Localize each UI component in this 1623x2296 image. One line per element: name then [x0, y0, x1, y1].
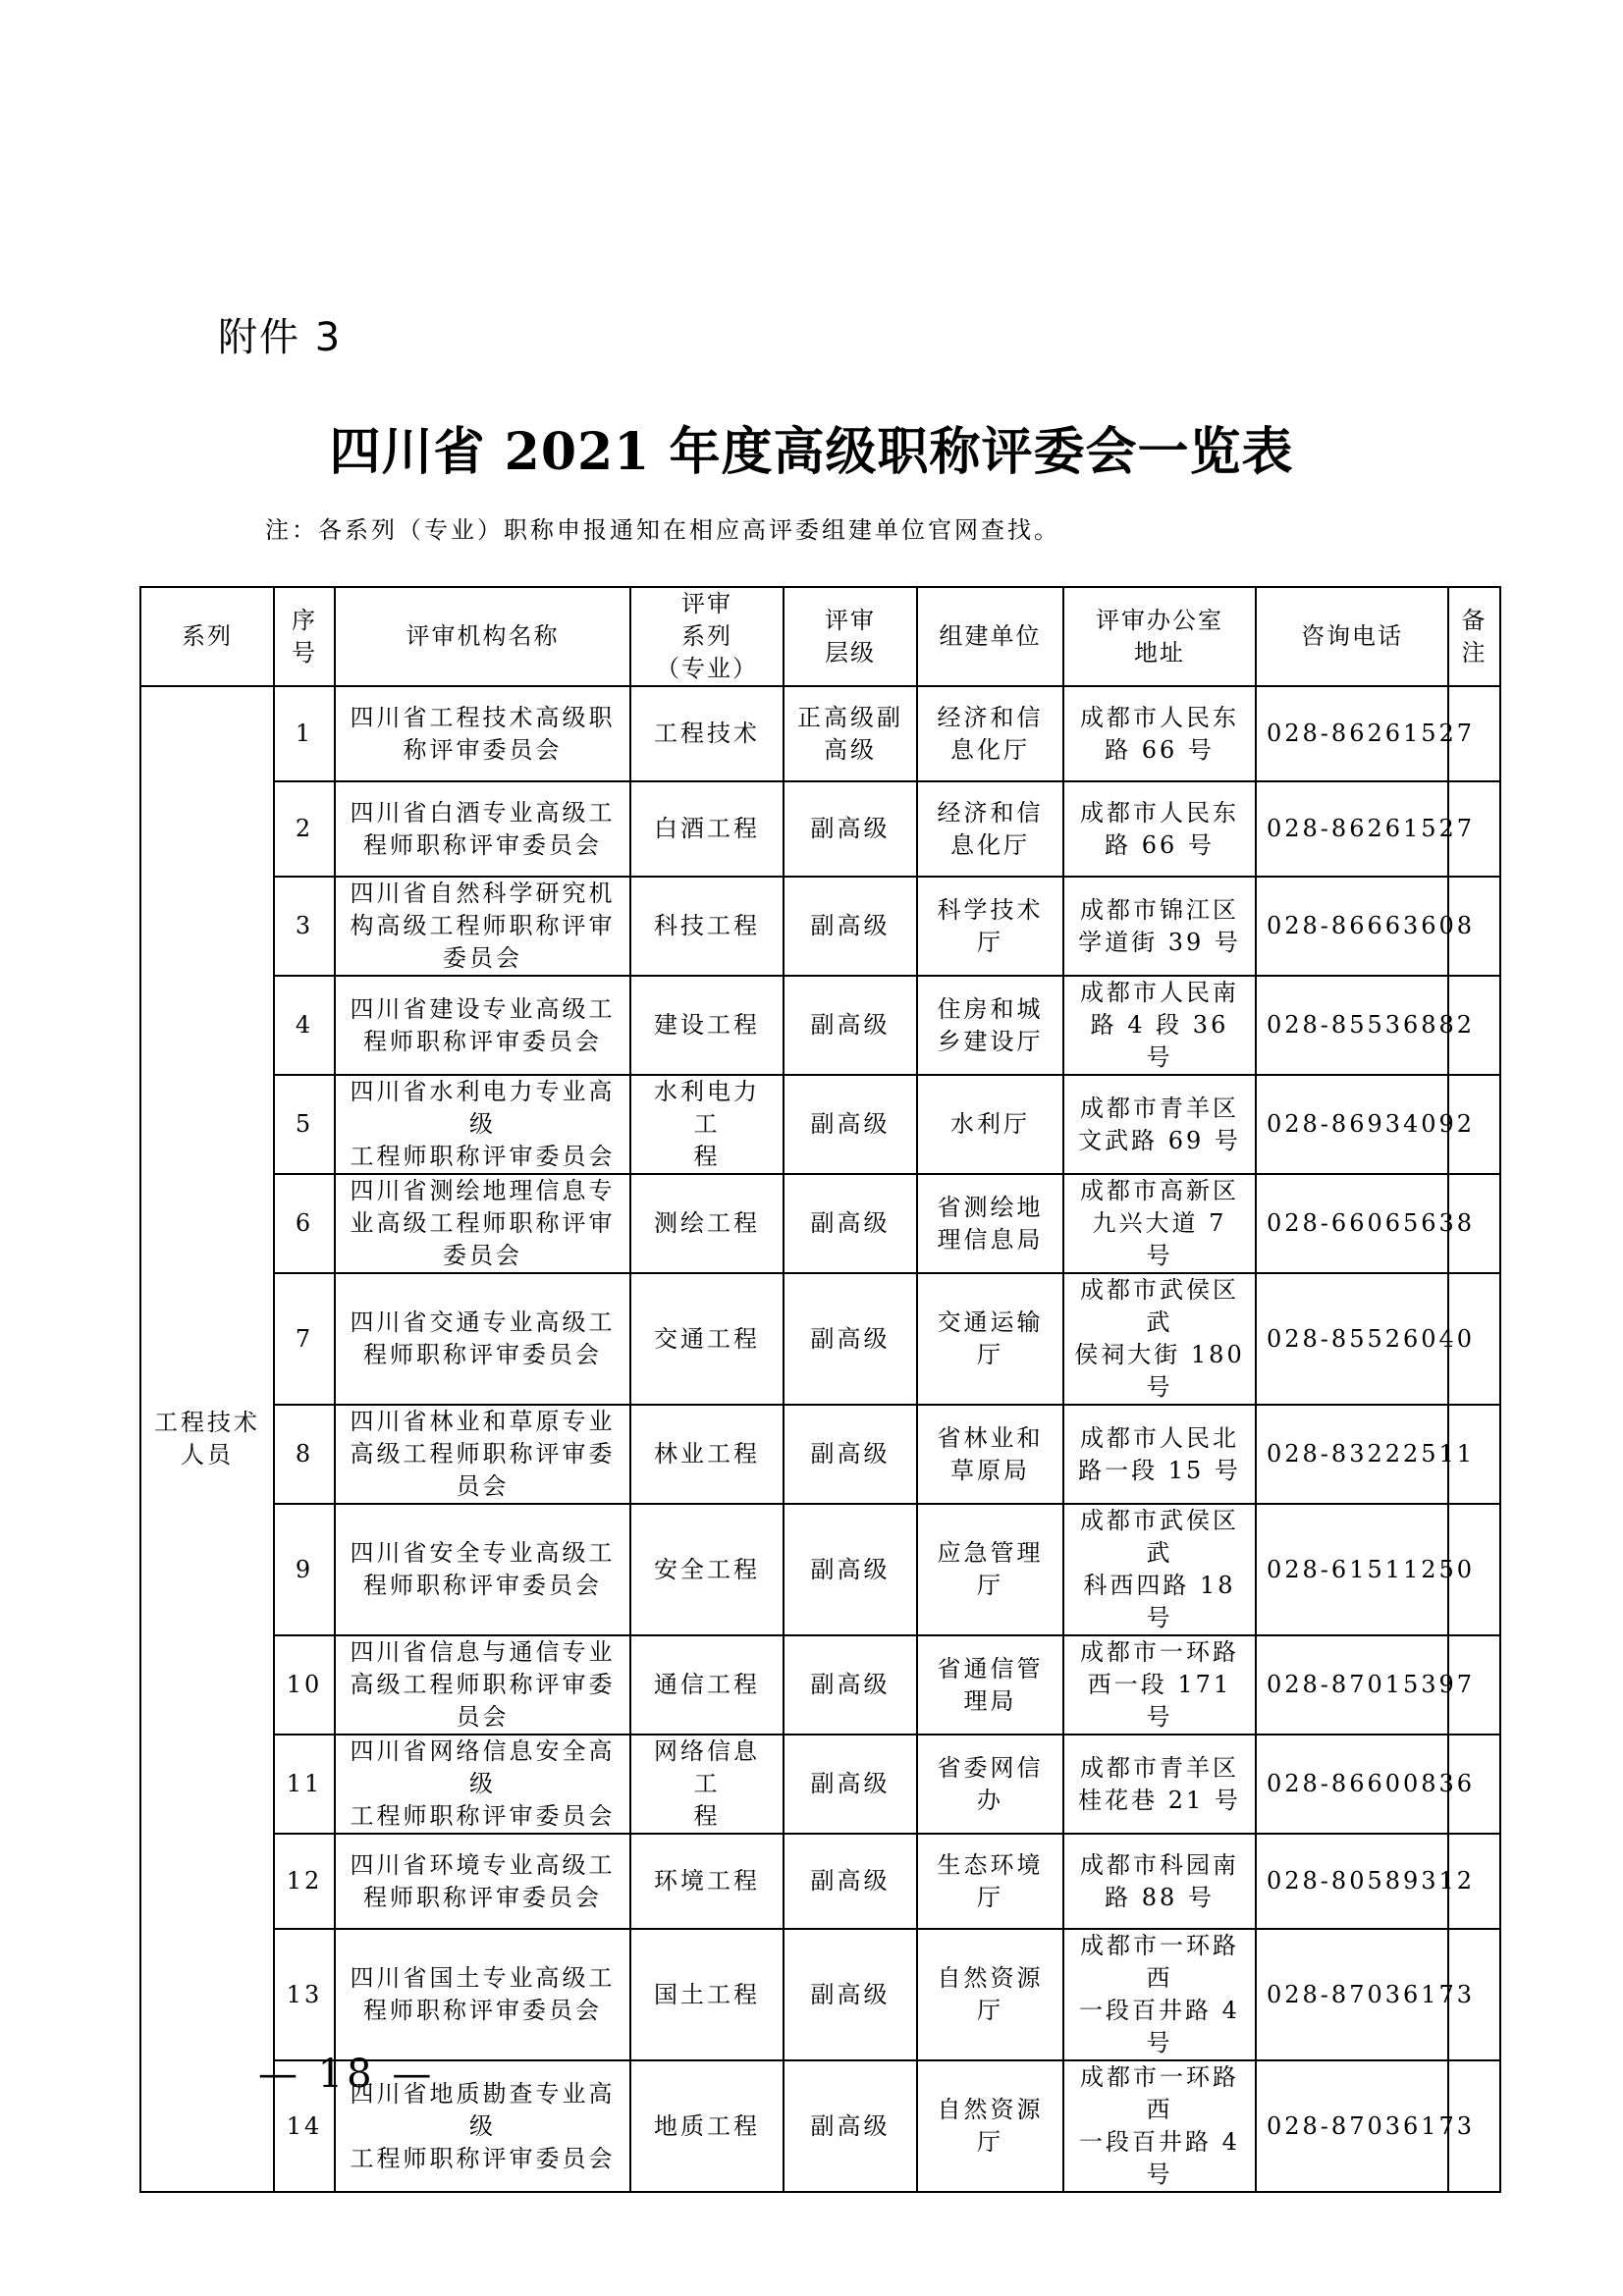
name-cell: 四川省安全专业高级工 程师职称评审委员会: [335, 1504, 630, 1635]
name-cell: 四川省测绘地理信息专 业高级工程师职称评审 委员会: [335, 1174, 630, 1273]
level-cell: 副高级: [784, 1273, 917, 1405]
address-cell: 成都市青羊区 桂花巷 21 号: [1063, 1735, 1256, 1834]
level-cell: 副高级: [784, 1405, 917, 1504]
level-cell: 副高级: [784, 1504, 917, 1635]
major-cell: 国土工程: [630, 1929, 784, 2060]
address-cell: 成都市锦江区 学道街 39 号: [1063, 877, 1256, 976]
name-cell: 四川省工程技术高级职 称评审委员会: [335, 686, 630, 781]
address-cell: 成都市一环路 西一段 171 号: [1063, 1635, 1256, 1735]
level-cell: 副高级: [784, 781, 917, 877]
level-cell: 副高级: [784, 1174, 917, 1273]
no-cell: 2: [274, 781, 335, 877]
level-cell: 副高级: [784, 976, 917, 1075]
header-series: 系列: [140, 587, 274, 686]
address-cell: 成都市武侯区武 侯祠大街 180 号: [1063, 1273, 1256, 1405]
phone-cell: 028-66065638: [1256, 1174, 1448, 1273]
no-cell: 13: [274, 1929, 335, 2060]
major-cell: 建设工程: [630, 976, 784, 1075]
unit-cell: 住房和城 乡建设厅: [917, 976, 1063, 1075]
phone-cell: 028-87015397: [1256, 1635, 1448, 1735]
page-number: — 18 —: [258, 2052, 436, 2097]
name-cell: 四川省交通专业高级工 程师职称评审委员会: [335, 1273, 630, 1405]
address-cell: 成都市一环路西 一段百井路 4 号: [1063, 2060, 1256, 2192]
unit-cell: 水利厅: [917, 1075, 1063, 1174]
major-cell: 科技工程: [630, 877, 784, 976]
major-cell: 安全工程: [630, 1504, 784, 1635]
no-cell: 4: [274, 976, 335, 1075]
phone-cell: 028-87036173: [1256, 2060, 1448, 2192]
header-phone: 咨询电话: [1256, 587, 1448, 686]
major-cell: 交通工程: [630, 1273, 784, 1405]
unit-cell: 省测绘地 理信息局: [917, 1174, 1063, 1273]
major-cell: 工程技术: [630, 686, 784, 781]
phone-cell: 028-83222511: [1256, 1405, 1448, 1504]
address-cell: 成都市武侯区武 科西四路 18 号: [1063, 1504, 1256, 1635]
header-no: 序 号: [274, 587, 335, 686]
major-cell: 网络信息工 程: [630, 1735, 784, 1834]
no-cell: 8: [274, 1405, 335, 1504]
level-cell: 副高级: [784, 1635, 917, 1735]
header-unit: 组建单位: [917, 587, 1063, 686]
document-title: 四川省 2021 年度高级职称评委会一览表: [329, 422, 1294, 482]
table-row: [140, 1834, 1500, 1929]
major-cell: 地质工程: [630, 2060, 784, 2192]
phone-cell: 028-86934092: [1256, 1075, 1448, 1174]
unit-cell: 科学技术 厅: [917, 877, 1063, 976]
unit-cell: 交通运输 厅: [917, 1273, 1063, 1405]
no-cell: 7: [274, 1273, 335, 1405]
name-cell: 四川省环境专业高级工 程师职称评审委员会: [335, 1834, 630, 1929]
major-cell: 测绘工程: [630, 1174, 784, 1273]
header-address: 评审办公室 地址: [1063, 587, 1256, 686]
name-cell: 四川省网络信息安全高级 工程师职称评审委员会: [335, 1735, 630, 1834]
address-cell: 成都市人民南 路 4 段 36 号: [1063, 976, 1256, 1075]
name-cell: 四川省地质勘查专业高级 工程师职称评审委员会: [335, 2060, 630, 2192]
header-name: 评审机构名称: [335, 587, 630, 686]
phone-cell: 028-85526040: [1256, 1273, 1448, 1405]
no-cell: 5: [274, 1075, 335, 1174]
phone-cell: 028-61511250: [1256, 1504, 1448, 1635]
no-cell: 12: [274, 1834, 335, 1929]
unit-cell: 省委网信 办: [917, 1735, 1063, 1834]
header-level: 评审 层级: [784, 587, 917, 686]
level-cell: 正高级副 高级: [784, 686, 917, 781]
table-header-row: [140, 587, 1500, 686]
table-row: [140, 1735, 1500, 1834]
major-cell: 水利电力工 程: [630, 1075, 784, 1174]
phone-cell: 028-80589312: [1256, 1834, 1448, 1929]
address-cell: 成都市人民东 路 66 号: [1063, 686, 1256, 781]
major-cell: 环境工程: [630, 1834, 784, 1929]
no-cell: 10: [274, 1635, 335, 1735]
name-cell: 四川省建设专业高级工 程师职称评审委员会: [335, 976, 630, 1075]
unit-cell: 省通信管 理局: [917, 1635, 1063, 1735]
no-cell: 6: [274, 1174, 335, 1273]
level-cell: 副高级: [784, 877, 917, 976]
level-cell: 副高级: [784, 1834, 917, 1929]
name-cell: 四川省林业和草原专业 高级工程师职称评审委 员会: [335, 1405, 630, 1504]
attachment-label: 附件 3: [218, 315, 343, 360]
committee-table: [139, 586, 1501, 2193]
level-cell: 副高级: [784, 1929, 917, 2060]
unit-cell: 自然资源 厅: [917, 2060, 1063, 2192]
table-row: [140, 686, 1500, 781]
name-cell: 四川省水利电力专业高级 工程师职称评审委员会: [335, 1075, 630, 1174]
table-row: [140, 1635, 1500, 1735]
major-cell: 通信工程: [630, 1635, 784, 1735]
phone-cell: 028-85536882: [1256, 976, 1448, 1075]
table-row: [140, 1075, 1500, 1174]
unit-cell: 经济和信 息化厅: [917, 686, 1063, 781]
name-cell: 四川省信息与通信专业 高级工程师职称评审委 员会: [335, 1635, 630, 1735]
no-cell: 3: [274, 877, 335, 976]
major-cell: 林业工程: [630, 1405, 784, 1504]
unit-cell: 生态环境 厅: [917, 1834, 1063, 1929]
table-row: [140, 1174, 1500, 1273]
unit-cell: 自然资源 厅: [917, 1929, 1063, 2060]
address-cell: 成都市人民东 路 66 号: [1063, 781, 1256, 877]
no-cell: 11: [274, 1735, 335, 1834]
phone-cell: 028-87036173: [1256, 1929, 1448, 2060]
table-row: [140, 1929, 1500, 2060]
level-cell: 副高级: [784, 1075, 917, 1174]
table-row: [140, 976, 1500, 1075]
table-note: 注：各系列（专业）职称申报通知在相应高评委组建单位官网查找。: [265, 516, 1060, 544]
name-cell: 四川省自然科学研究机 构高级工程师职称评审 委员会: [335, 877, 630, 976]
unit-cell: 经济和信 息化厅: [917, 781, 1063, 877]
unit-cell: 应急管理 厅: [917, 1504, 1063, 1635]
phone-cell: 028-86663608: [1256, 877, 1448, 976]
level-cell: 副高级: [784, 2060, 917, 2192]
table-row: [140, 1405, 1500, 1504]
no-cell: 14: [274, 2060, 335, 2192]
phone-cell: 028-86261527: [1256, 686, 1448, 781]
unit-cell: 省林业和 草原局: [917, 1405, 1063, 1504]
table-row: [140, 877, 1500, 976]
address-cell: 成都市人民北 路一段 15 号: [1063, 1405, 1256, 1504]
level-cell: 副高级: [784, 1735, 917, 1834]
major-cell: 白酒工程: [630, 781, 784, 877]
series-cell: 工程技术 人员: [140, 686, 274, 2192]
header-remark: 备 注: [1448, 587, 1500, 686]
table-row: [140, 1504, 1500, 1635]
table-row: [140, 1273, 1500, 1405]
table-row: [140, 781, 1500, 877]
phone-cell: 028-86600836: [1256, 1735, 1448, 1834]
header-major: 评审 系列 （专业）: [630, 587, 784, 686]
no-cell: 9: [274, 1504, 335, 1635]
address-cell: 成都市科园南 路 88 号: [1063, 1834, 1256, 1929]
no-cell: 1: [274, 686, 335, 781]
address-cell: 成都市一环路西 一段百井路 4 号: [1063, 1929, 1256, 2060]
name-cell: 四川省白酒专业高级工 程师职称评审委员会: [335, 781, 630, 877]
address-cell: 成都市高新区 九兴大道 7 号: [1063, 1174, 1256, 1273]
name-cell: 四川省国土专业高级工 程师职称评审委员会: [335, 1929, 630, 2060]
address-cell: 成都市青羊区 文武路 69 号: [1063, 1075, 1256, 1174]
phone-cell: 028-86261527: [1256, 781, 1448, 877]
